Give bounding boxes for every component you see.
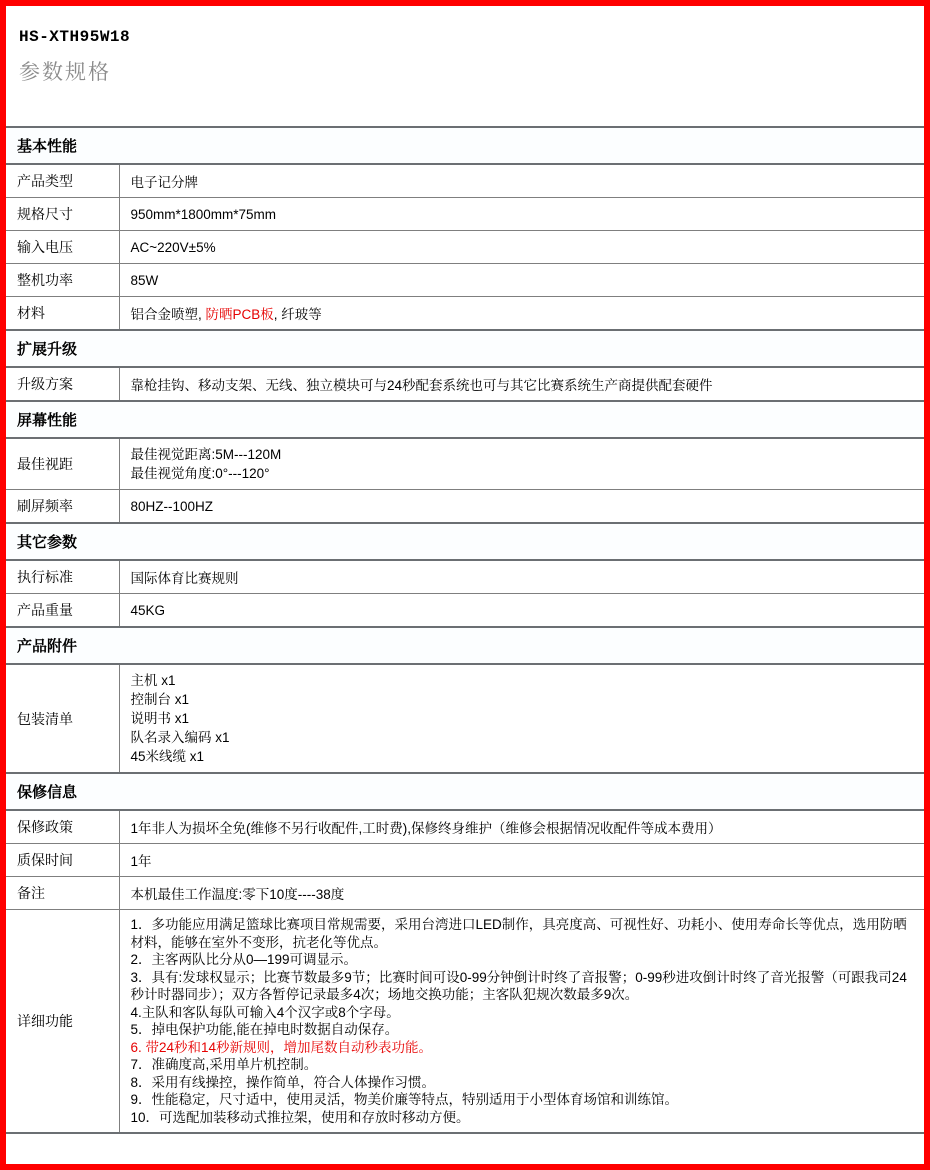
spec-label: 整机功率 (6, 264, 119, 297)
section-header-accessories: 产品附件 (6, 627, 924, 664)
section-header-basic: 基本性能 (6, 127, 924, 164)
material-segment: 铝合金喷塑, (130, 307, 206, 322)
table-row (6, 844, 924, 877)
page-header (6, 6, 924, 86)
detail-function-item: 4.主队和客队每队可输入4个汉字或8个字母。 (130, 1004, 400, 1020)
viewing-distance-line: 最佳视觉距离:5M---120M (130, 447, 282, 462)
table-row (6, 164, 924, 198)
detail-function-item: 9．性能稳定，尺寸适中，使用灵活，物美价廉等特点，特别适用于小型体育场馆和训练馆。 (130, 1092, 679, 1107)
detail-function-item: 10．可选配加装移动式推拉架，使用和存放时移动方便。 (130, 1109, 470, 1125)
spec-label: 执行标准 (6, 560, 119, 594)
table-row (6, 910, 924, 1134)
section-header-warranty: 保修信息 (6, 773, 924, 810)
detail-function-item: 8．采用有线操控，操作简单，符合人体操作习惯。 (130, 1074, 436, 1090)
material-segment-highlighted: 防晒PCB板 (205, 307, 274, 322)
spec-label: 详细功能 (6, 910, 119, 1134)
table-row (6, 594, 924, 628)
spec-value: AC~220V±5% (119, 231, 924, 264)
detail-function-item: 7．准确度高,采用单片机控制。 (130, 1057, 318, 1072)
spec-value: 45KG (119, 594, 924, 628)
spec-table (6, 126, 924, 1134)
spec-value: 950mm*1800mm*75mm (119, 198, 924, 231)
detail-function-item: 5．掉电保护功能,能在掉电时数据自动保存。 (130, 1022, 399, 1037)
product-model-title: HS-XTH95W18 (19, 28, 131, 46)
spec-label: 产品类型 (6, 164, 119, 198)
packing-item: 主机 x1 (130, 673, 176, 688)
spec-label: 保修政策 (6, 810, 119, 844)
section-header-upgrade: 扩展升级 (6, 330, 924, 367)
table-row (6, 490, 924, 524)
spec-value-packing-list (119, 664, 924, 773)
spec-label: 输入电压 (6, 231, 119, 264)
table-row (6, 198, 924, 231)
spec-value: 本机最佳工作温度:零下10度----38度 (119, 877, 924, 910)
packing-item: 45米线缆 x1 (130, 749, 205, 764)
spec-label: 材料 (6, 297, 119, 331)
table-row (6, 664, 924, 773)
detail-function-item: 1．多功能应用满足篮球比赛项目常规需要，采用台湾进口LED制作，具亮度高、可视性好、功耗小、使用寿命长等优点，选用防晒材料，能够在室外不变形，抗老化等优点。 (130, 917, 907, 950)
detail-function-item-highlighted: 6. 带24秒和14秒新规则，增加尾数自动秒表功能。 (130, 1039, 433, 1055)
section-header-screen: 屏幕性能 (6, 401, 924, 438)
spec-label: 规格尺寸 (6, 198, 119, 231)
spec-value: 1年 (119, 844, 924, 877)
spec-value-detail-functions (119, 910, 924, 1134)
spec-label: 刷屏频率 (6, 490, 119, 524)
spec-value: 85W (119, 264, 924, 297)
packing-item: 说明书 x1 (130, 711, 190, 726)
spec-label: 质保时间 (6, 844, 119, 877)
spec-label: 最佳视距 (6, 438, 119, 490)
spec-label: 备注 (6, 877, 119, 910)
table-row (6, 810, 924, 844)
page-subtitle: 参数规格 (19, 61, 111, 84)
table-row (6, 877, 924, 910)
spec-value: 国际体育比赛规则 (119, 560, 924, 594)
spec-label: 产品重量 (6, 594, 119, 628)
packing-item: 队名录入编码 x1 (130, 730, 230, 745)
spec-value-material (119, 297, 924, 331)
table-row (6, 231, 924, 264)
viewing-angle-line: 最佳视觉角度:0°---120° (130, 466, 270, 481)
spec-label: 升级方案 (6, 367, 119, 401)
table-row (6, 297, 924, 331)
table-row (6, 438, 924, 490)
spec-value: 靠枪挂钩、移动支架、无线、独立模块可与24秒配套系统也可与其它比赛系统生产商提供配套硬件 (119, 367, 924, 401)
detail-function-item: 2．主客两队比分从0—199可调显示。 (130, 952, 358, 967)
material-segment: , 纤玻等 (273, 307, 322, 322)
section-header-other: 其它参数 (6, 523, 924, 560)
table-row (6, 560, 924, 594)
table-row (6, 367, 924, 401)
detail-function-item: 3．具有:发球权显示；比赛节数最多9节；比赛时间可设0-99分钟倒计时终了音报警；0-99秒进攻倒计时终了音光报警（可跟我司24秒计时器同步）；双方各暂停记录最多4次；场地交换功能；主客队犯规次数最多9次。 (130, 969, 907, 1002)
spec-label: 包装清单 (6, 664, 119, 773)
spec-value-viewing (119, 438, 924, 490)
table-row (6, 264, 924, 297)
spec-value: 80HZ--100HZ (119, 490, 924, 524)
spec-value: 1年非人为损坏全免(维修不另行收配件,工时费),保修终身维护（维修会根据情况收配件等成本费用） (119, 810, 924, 844)
packing-item: 控制台 x1 (130, 692, 190, 707)
spec-value: 电子记分牌 (119, 164, 924, 198)
